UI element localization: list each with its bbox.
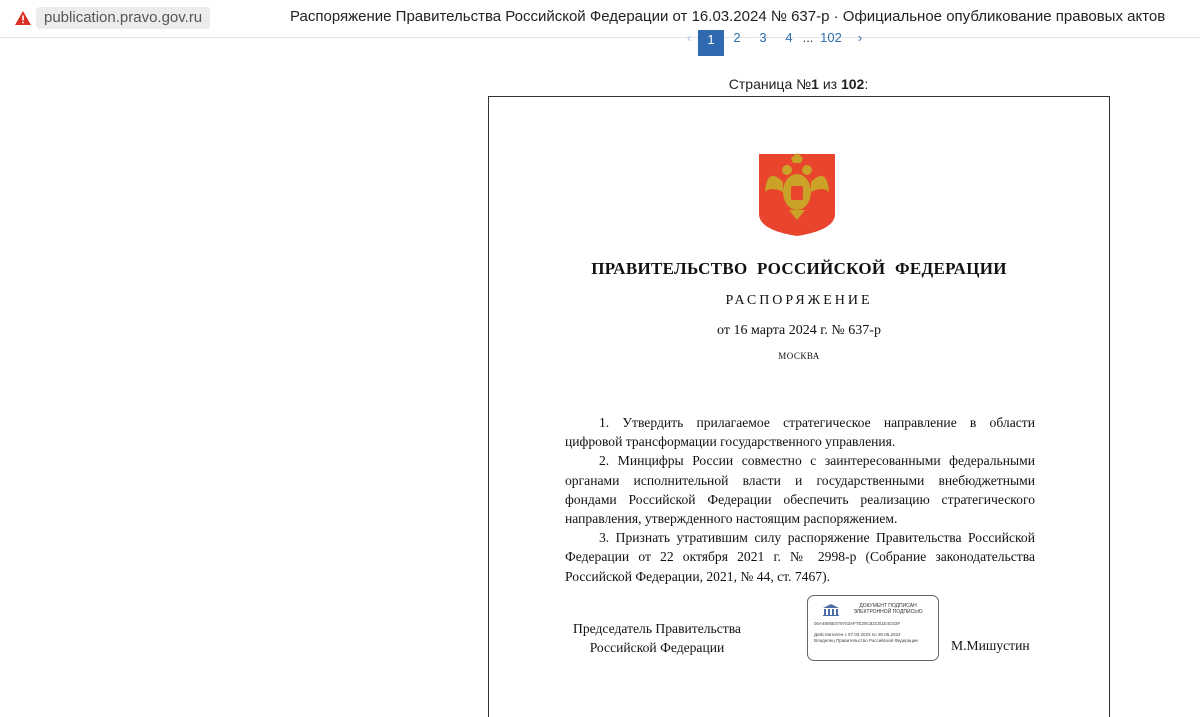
prev-page-button[interactable]: ‹ — [686, 30, 692, 45]
page-link[interactable]: 2 — [733, 30, 741, 45]
stamp-title — [842, 603, 934, 615]
government-heading: ПРАВИТЕЛЬСТВО РОССИЙСКОЙ ФЕДЕРАЦИИ — [591, 259, 1007, 278]
signer-position-line1: Председатель Правительства — [573, 621, 741, 636]
stamp-title-line1: ДОКУМЕНТ ПОДПИСАН — [859, 603, 917, 609]
next-page-button[interactable]: › — [857, 30, 863, 45]
page-current[interactable]: 1 — [698, 30, 724, 56]
url-text[interactable]: publication.pravo.gov.ru — [36, 7, 210, 29]
signer-name: М.Мишустин — [951, 638, 1030, 653]
page-counter — [0, 76, 1200, 92]
page-link[interactable]: 4 — [785, 30, 793, 45]
stamp-validity-dates: Действителен с 07.03.2023 по 30.05.2024 — [814, 632, 901, 637]
paragraph-3: 3. Признать утратившим силу распоряжение Правительства Российской Федерации от 22 октября 2021 г. № 2998-р (Собрание законодательства Российской Федерации, 2021, № 44, ст. 7467). — [565, 530, 1035, 584]
page-counter-suffix: : — [864, 76, 869, 92]
page-counter-total: 102 — [840, 76, 865, 92]
page-link[interactable]: 3 — [759, 30, 767, 45]
electronic-signature-stamp — [807, 595, 939, 661]
paragraph-1: 1. Утвердить прилагаемое стратегическое направление в области цифровой трансформации государственного управления. — [565, 415, 1035, 450]
address-bar[interactable] — [10, 6, 220, 30]
document-body — [565, 413, 1035, 586]
coat-of-arms-icon — [757, 152, 837, 237]
stamp-title-line2: ЭЛЕКТРОННОЙ ПОДПИСЬЮ — [853, 609, 923, 615]
building-icon — [822, 603, 840, 615]
page-link-last[interactable]: 102 — [820, 30, 842, 45]
document-type: РАСПОРЯЖЕНИЕ — [725, 293, 873, 308]
page-ellipsis: ... — [802, 30, 814, 45]
stamp-validity — [814, 632, 934, 643]
document-date-number: от 16 марта 2024 г. № 637-р — [717, 323, 881, 338]
paragraph-2: 2. Минцифры России совместно с заинтересованными федеральными органами исполнительной власти и государственными внебюджетными фондами Российской Федерации обеспечить реализацию стратегического направления, утвержденного настоящим распоряжением. — [565, 453, 1035, 527]
page-counter-middle: из — [818, 76, 841, 92]
page-counter-current: 1 — [811, 76, 819, 92]
page-title: Распоряжение Правительства Российской Федерации от 16.03.2024 № 637-р · Официальное опубликование правовых актов — [290, 8, 1166, 25]
signer-position-line2: Российской Федерации — [589, 640, 725, 655]
pagination — [680, 30, 872, 56]
stamp-certificate: 00A4900E079703AFTE29C82CB1E4O33F — [814, 621, 901, 626]
document-page — [488, 96, 1110, 717]
page-counter-prefix: Страница № — [728, 76, 812, 92]
stamp-owner: Владелец Правительство Российской Федерации — [814, 637, 918, 643]
warning-icon[interactable] — [10, 6, 36, 30]
document-city: МОСКВА — [778, 351, 820, 361]
browser-toolbar — [0, 0, 1200, 38]
signer-position — [559, 619, 755, 657]
